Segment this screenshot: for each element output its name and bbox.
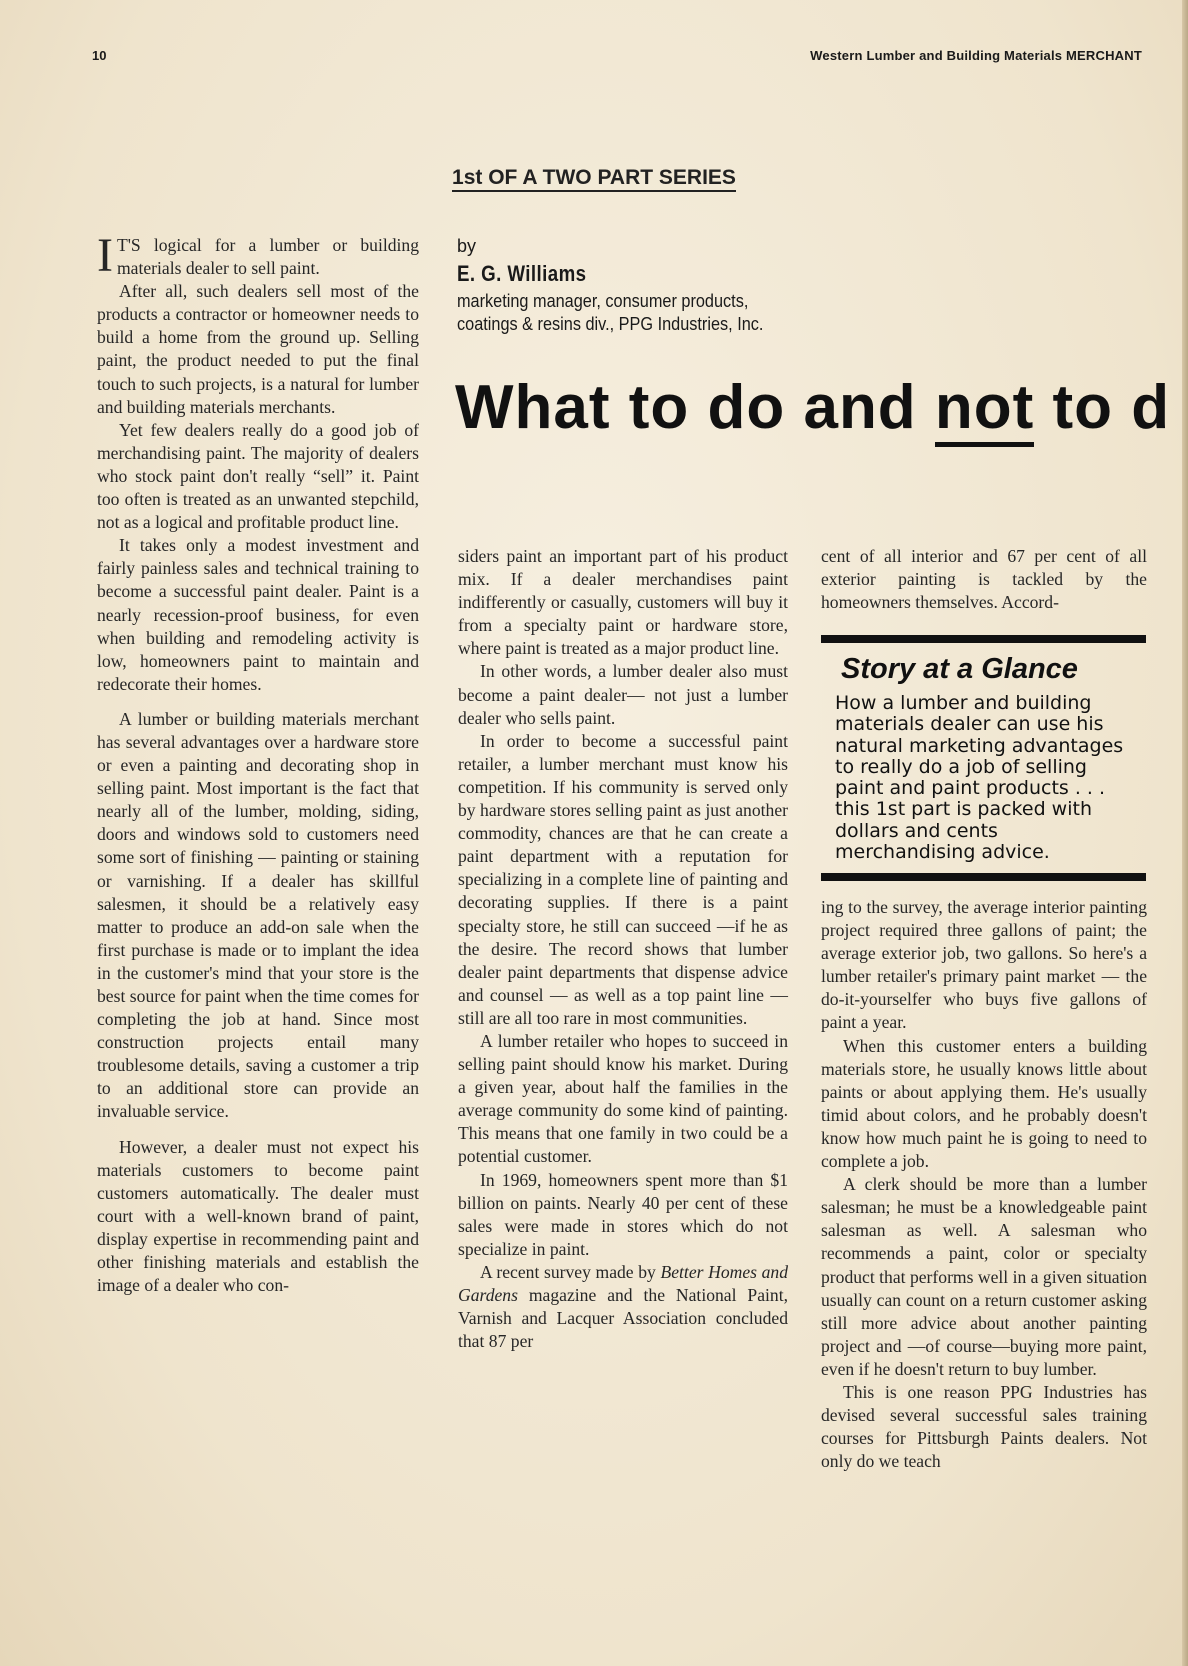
- paragraph: However, a dealer must not expect his materials customers to become paint customers automatically. The dealer must court with a well-known brand of paint, display expertise in recommending paint and other finishing materials and establish the image of a dealer who con-: [97, 1136, 419, 1296]
- byline-by: by: [457, 236, 477, 256]
- paragraph: cent of all interior and 67 per cent of all exterior painting is tackled by the homeowners themselves. Accord-: [821, 546, 1147, 613]
- series-label: [0, 166, 1188, 190]
- paragraph-text: A recent survey made by: [480, 1261, 661, 1282]
- page-number: 10: [92, 48, 107, 63]
- box-body: How a lumber and building materials dealer can use his natural marketing advantages to really do a job of selling paint and paint products . . . this 1st part is packed with dollars and cents merchandising advice.: [835, 692, 1124, 864]
- paragraph: When this customer enters a building materials store, he usually knows little about paints or about applying them. He's usually timid about colors, and he probably doesn't know how much paint he is going to need to complete a job.: [821, 1035, 1147, 1172]
- box-top-rule: [821, 635, 1146, 643]
- paragraph: [97, 229, 419, 282]
- paragraph: [458, 1261, 788, 1353]
- magazine-title: Better Homes and Gardens: [458, 1261, 788, 1305]
- article-column-3-top: [821, 545, 1147, 614]
- article-column-3-bottom: [821, 896, 1147, 1473]
- paragraph-text: T'S logical for a lumber or building materials dealer to sell paint.: [116, 235, 419, 279]
- series-label-text: 1st OF A TWO PART SERIES: [452, 166, 736, 192]
- page-edge: [1182, 0, 1188, 1666]
- author-role-line: marketing manager, consumer products,: [457, 290, 749, 311]
- author-name: E. G. Williams: [457, 261, 587, 286]
- paragraph: In 1969, homeowners spent more than $1 billion on paints. Nearly 40 per cent of these sales were made in stores which do not specialize in paint.: [458, 1169, 788, 1259]
- headline-part: to d: [1034, 373, 1171, 442]
- box-bottom-rule: [821, 873, 1146, 881]
- paragraph: siders paint an important part of his product mix. If a dealer merchandises paint indifferently or casually, customers will buy it from a specialty paint or hardware store, where paint is treated as a major product line.: [458, 546, 788, 659]
- author-role: [457, 289, 827, 335]
- headline-underlined-word: not: [935, 373, 1034, 447]
- paragraph: Yet few dealers really do a good job of merchandising paint. The majority of dealers who stock paint don't really “sell” it. Paint too often is treated as an unwanted stepchild, not as a logical and profitable product line.: [97, 419, 419, 533]
- publication-title: Western Lumber and Building Materials MERCHANT: [810, 48, 1142, 63]
- paragraph: In other words, a lumber dealer also must become a paint dealer— not just a lumber dealer who sells paint.: [458, 661, 788, 728]
- byline: [457, 236, 877, 335]
- drop-cap: I: [97, 229, 113, 282]
- author-role-line: coatings & resins div., PPG Industries, Inc.: [457, 313, 764, 334]
- story-at-a-glance-box: [821, 635, 1146, 881]
- paragraph: A lumber retailer who hopes to succeed in selling paint should know his market. During a given year, about half the families in the average community do some kind of painting. This means that one family in two could be a potential customer.: [458, 1030, 788, 1167]
- box-title: Story at a Glance: [841, 653, 1078, 685]
- paragraph: In order to become a successful paint retailer, a lumber merchant must know his competition. If his community is served only by hardware stores selling paint as just another commodity, chances are that he can create a paint department with a reputation for specializing in a complete line of painting and decorating supplies. If there is a paint specialty store, he still can succeed —if he as the desire. The record shows that lumber dealer paint departments that dispense advice and counsel — as well as a top paint line — still are all too rare in most communities.: [458, 730, 788, 1028]
- article-column-2: [458, 545, 788, 1353]
- paragraph: A clerk should be more than a lumber salesman; he must be a knowledgeable paint salesman as well. A salesman who recommends a paint, color or specialty product that performs well in a given situation usually can count on a return customer asking still more advice about another painting project and —of course—buying more paint, even if he doesn't return to buy lumber.: [821, 1174, 1147, 1379]
- paragraph: This is one reason PPG Industries has devised several successful sales training courses for Pittsburgh Paints dealers. Not only do we teach: [821, 1381, 1147, 1472]
- article-column-1: [97, 229, 419, 1297]
- headline: [455, 372, 1170, 443]
- paragraph-text: magazine and the National Paint, Varnish and Lacquer Association concluded that 87 per: [458, 1285, 788, 1352]
- paragraph: After all, such dealers sell most of the products a contractor or homeowner needs to build a home from the ground up. Selling paint, the product needed to put the final touch to such projects, is a natural for lumber and building materials merchants.: [97, 281, 419, 417]
- paragraph: It takes only a modest investment and fairly painless sales and technical training to become a successful paint dealer. Paint is a nearly recession-proof business, for even when building and remodeling activity is low, homeowners paint to maintain and redecorate their homes.: [97, 535, 419, 694]
- paragraph: ing to the survey, the average interior painting project required three gallons of paint; the average exterior job, two gallons. So here's a lumber retailer's primary paint market — the do-it-yourselfer who buys five gallons of paint a year.: [821, 897, 1147, 1033]
- headline-part: What to do and: [455, 373, 935, 442]
- paragraph: A lumber or building materials merchant has several advantages over a hardware store or even a painting and decorating shop in selling paint. Most important is the fact that nearly all of the lumber, molding, siding, doors and windows sold to customers need some sort of finishing — painting or staining or varnishing. If a dealer has skillful salesmen, it should be a relatively easy matter to produce an add-on sale when the first purchase is made or to implant the idea in the customer's mind that your store is the best source for paint when the time comes for completing the job at hand. Since most construction projects entail many troublesome details, saving a customer a trip to an additional store can provide an invaluable service.: [97, 708, 419, 1122]
